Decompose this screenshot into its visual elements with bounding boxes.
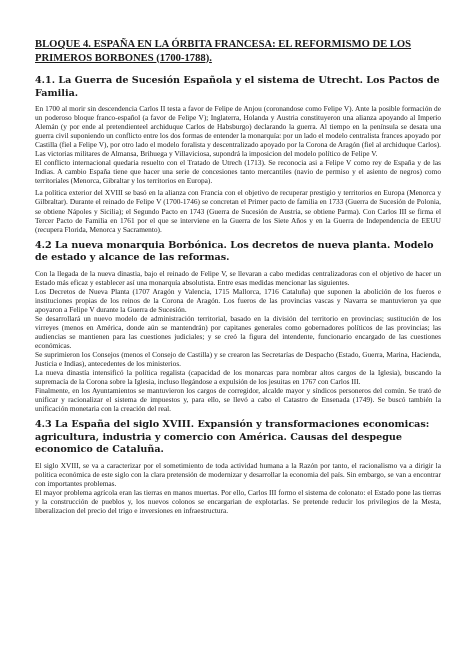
section-4-3-paragraph: El siglo XVIII, se va a caracterizar por el sometimiento de toda actividad humana a la Razón por tanto, el racionalismo va a dirigir la politica económica de este siglo con la clara pretensión de modernizar y desarrollar la economia del país. Sin embargo, se van a encontrar con importantes problemas.	[35, 460, 441, 488]
section-4-1-paragraph: La política exterior del XVIII se basó en la alianza con Francia con el objetivo de recuperar prestigio y territorios en Europa (Menorca y Gilbraltar). Durante el reinado de Felipe V (1700-1746) se concretan el Primer pacto de familia en 1733 (Guerra de Sucesión de Polonia, se obtiene Nápoles y Sicilia); el Segundo Pacto en 1743 (Guerra de Sucesión de Austria, se obtiene Parma). Con Carlos III se firma el Tercer Pacto de Familia en 1761 por el que se interviene en la Guerra de los Siete Años y en la Guerra de Independencia de EEUU (recupera Florida, Menorca y Sacramento).	[35, 188, 441, 234]
section-4-2-paragraph: Con la llegada de la nueva dinastia, bajo el reinado de Felipe V, se llevaran a cabo medidas centralizadoras con el objetivo de hacer un Estado más eficaz y establecer así una monarquía absolutista. Entre esas medidas mencionar las siguientes.	[35, 268, 441, 287]
section-4-2-paragraph: La nueva dinastía intensificó la política regalista (capacidad de los monarcas para nombrar altos cargos de la Iglesia), buscando la supremacía de la Corona sobre la Iglesia, incluso llegándose a expulsión de los jesuitas en 1767 con Carlos III.	[35, 368, 441, 387]
section-4-2-paragraph: Se suprimieron los Consejos (menos el Consejo de Castilla) y se crearon las Secretarías de Despacho (Estado, Guerra, Marina, Hacienda, Justicia e Indias), antecedentes de los ministerios.	[35, 350, 441, 369]
section-4-1-paragraph: El conflicto internacional quedaria resuelto con el Tratado de Utrech (1713). Se reconocia asi a Felipe V como rey de España y de las Indias. A cambio España tiene que hacer una serie de concesiones tanto mercantiles (navio de permiso y el asiento de negros) como territoriales (Menorca, Gibraltar y los territorios en Europa).	[35, 158, 441, 186]
section-4-2-paragraph: Los Decretos de Nueva Planta (1707 Aragón y Valencia, 1715 Mallorca, 1716 Cataluña) que suponen la abolición de los fueros e instituciones propias de los reinos de la Corona de Aragón. Los fueros de las provincias vascas y Navarra se mantuvieron ya que apoyaron a Felipe V durante la Guerra de Sucesión.	[35, 286, 441, 314]
section-title-4-3: 4.3 La España del siglo XVIII. Expansión y transformaciones economicas: agricultura, industria y comercio con América. Causas del despegue economico de Cataluña.	[35, 419, 430, 456]
section-title-4-2: 4.2 La nueva monarquia Borbónica. Los decretos de nueva planta. Modelo de estado y alcance de las reformas.	[35, 239, 434, 264]
section-4-3-paragraph: El mayor problema agrícola eran las tierras en manos muertas. Por ello, Carlos III formo el sistema de colonato: el Estado pone las tierras y la construcción de pueblos y, los nuevos colonos se encargarian de explotarlas. Se pretende reducir los privilegios de la Mesta, liberalizacion del precio del trigo e inversiones en infraestructura.	[35, 488, 441, 516]
document-title: BLOQUE 4. ESPAÑA EN LA ÓRBITA FRANCESA: EL REFORMISMO DE LOS PRIMEROS BORBONES (1700-1788).	[35, 39, 412, 64]
section-4-2-paragraph: Finalmente, en los Ayuntamientos se mantuvieron los cargos de corregidor, alcalde mayor y síndicos personeros del común. Se trató de unificar y racionalizar el sistema de impuestos y, para ello, se llevó a cabo el Catastro de Ensenada (1749). Se buscó también la unificación monetaria con la creación del real.	[35, 386, 441, 414]
section-title-4-1: 4.1. La Guerra de Sucesión Española y el sistema de Utrecht. Los Pactos de Familia.	[35, 75, 440, 99]
section-4-2-paragraph: Se desarrollará un nuevo modelo de administración territorial, basado en la división del territorio en provincias; sustitución de los virreyes (menos en América, donde aún se mantendrán) por capitanes generales como gobernadores políticos de las provincias; las audiencias se mantienen para las cuestiones judiciales; y se creó la figura del intendente, funcionario encargado de las cuestiones económicas.	[35, 313, 441, 351]
section-4-1-paragraph: En 1700 al morir sin descendencia Carlos II testa a favor de Felipe de Anjou (coronandose como Felipe V). Ante la posible formación de un poderoso bloque franco-español (a favor de Felipe V); Inglaterra, Holanda y Austria constituyeron una alianza apoyando al Imperio Alemán (y por ende al pretendienteel archiduque Carlos de Habsburgo) declarando la guerra. Al tiempo en la península se desata una guerra civil suponiendo un conflicto entre los dos formas de entender la monarquía: por un lado el modelo centralista frances apoyado por Castilla (fiel a Felipe V), por otro lado el modelo foralista y descentralizado apoyado por la Corona de Aragón (fiel al archiduque Carlos). Las victorias militares de Almansa, Brihuega y Villaviciosa, supondrá la imposicion del modelo político de Felipe V.	[35, 104, 441, 159]
